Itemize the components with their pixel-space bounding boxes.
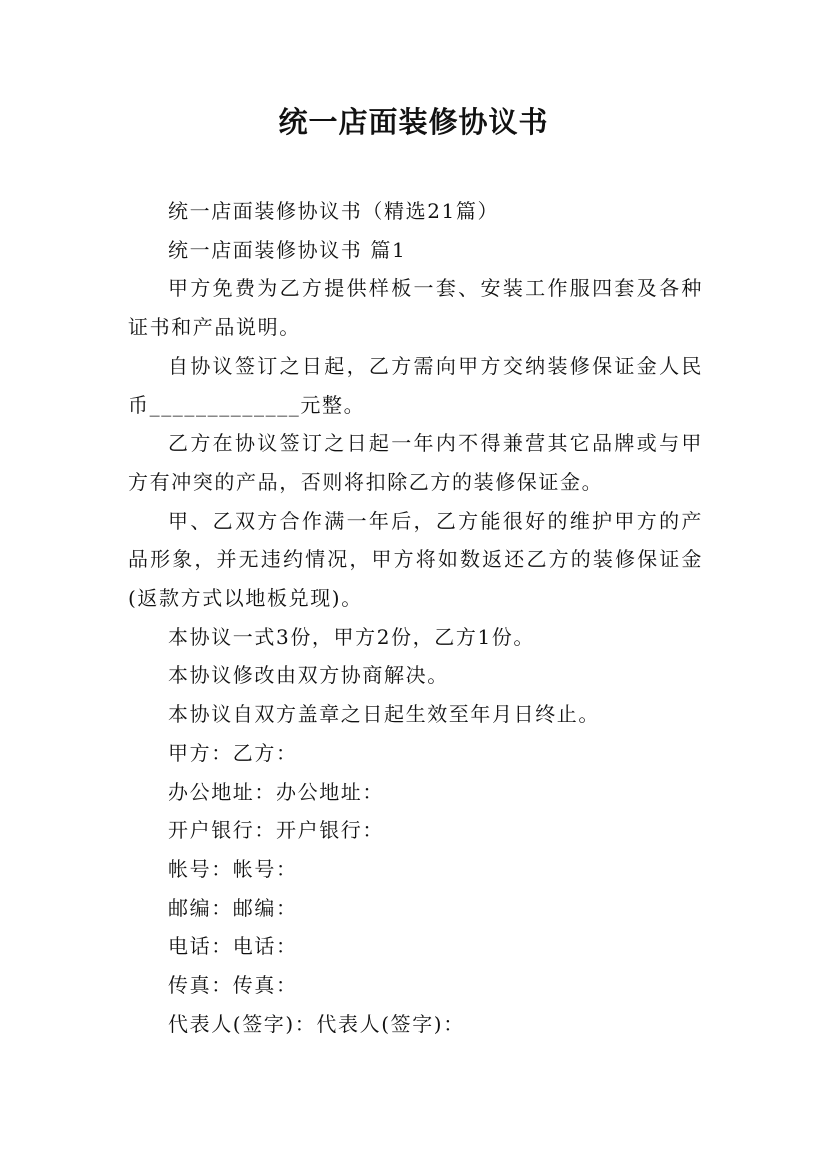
signature-line-address: 办公地址：办公地址： — [168, 779, 384, 804]
signature-line-bank: 开户银行：开户银行： — [168, 818, 384, 843]
document-body — [128, 192, 703, 1043]
signature-line-account: 帐号：帐号： — [168, 856, 298, 881]
signature-line-phone: 电话：电话： — [168, 934, 298, 959]
signature-line-party: 甲方：乙方： — [168, 740, 298, 765]
paragraph: 本协议自双方盖章之日起生效至年月日终止。 — [168, 702, 600, 727]
paragraph-section-heading: 统一店面装修协议书 篇1 — [168, 237, 407, 262]
document-title: 统一店面装修协议书 — [278, 105, 549, 139]
paragraph: 甲、乙双方合作满一年后，乙方能很好的维护甲方的产品形象，并无违约情况，甲方将如数返还乙方的装修保证金(返款方式以地板兑现)。 — [128, 508, 703, 611]
signature-line-representative: 代表人(签字)：代表人(签字)： — [168, 1011, 465, 1036]
paragraph: 乙方在协议签订之日起一年内不得兼营其它品牌或与甲方有冲突的产品，否则将扣除乙方的装修保证金。 — [128, 431, 703, 494]
signature-line-fax: 传真：传真： — [168, 973, 298, 998]
paragraph: 甲方免费为乙方提供样板一套、安装工作服四套及各种证书和产品说明。 — [128, 276, 703, 340]
signature-line-postcode: 邮编：邮编： — [168, 895, 298, 920]
paragraph: 本协议修改由双方协商解决。 — [168, 663, 449, 688]
paragraph: 本协议一式3份，甲方2份，乙方1份。 — [168, 624, 535, 649]
paragraph: 自协议签订之日起，乙方需向甲方交纳装修保证金人民币_____________元整。 — [128, 353, 703, 417]
paragraph-subtitle: 统一店面装修协议书（精选21篇） — [168, 199, 500, 223]
